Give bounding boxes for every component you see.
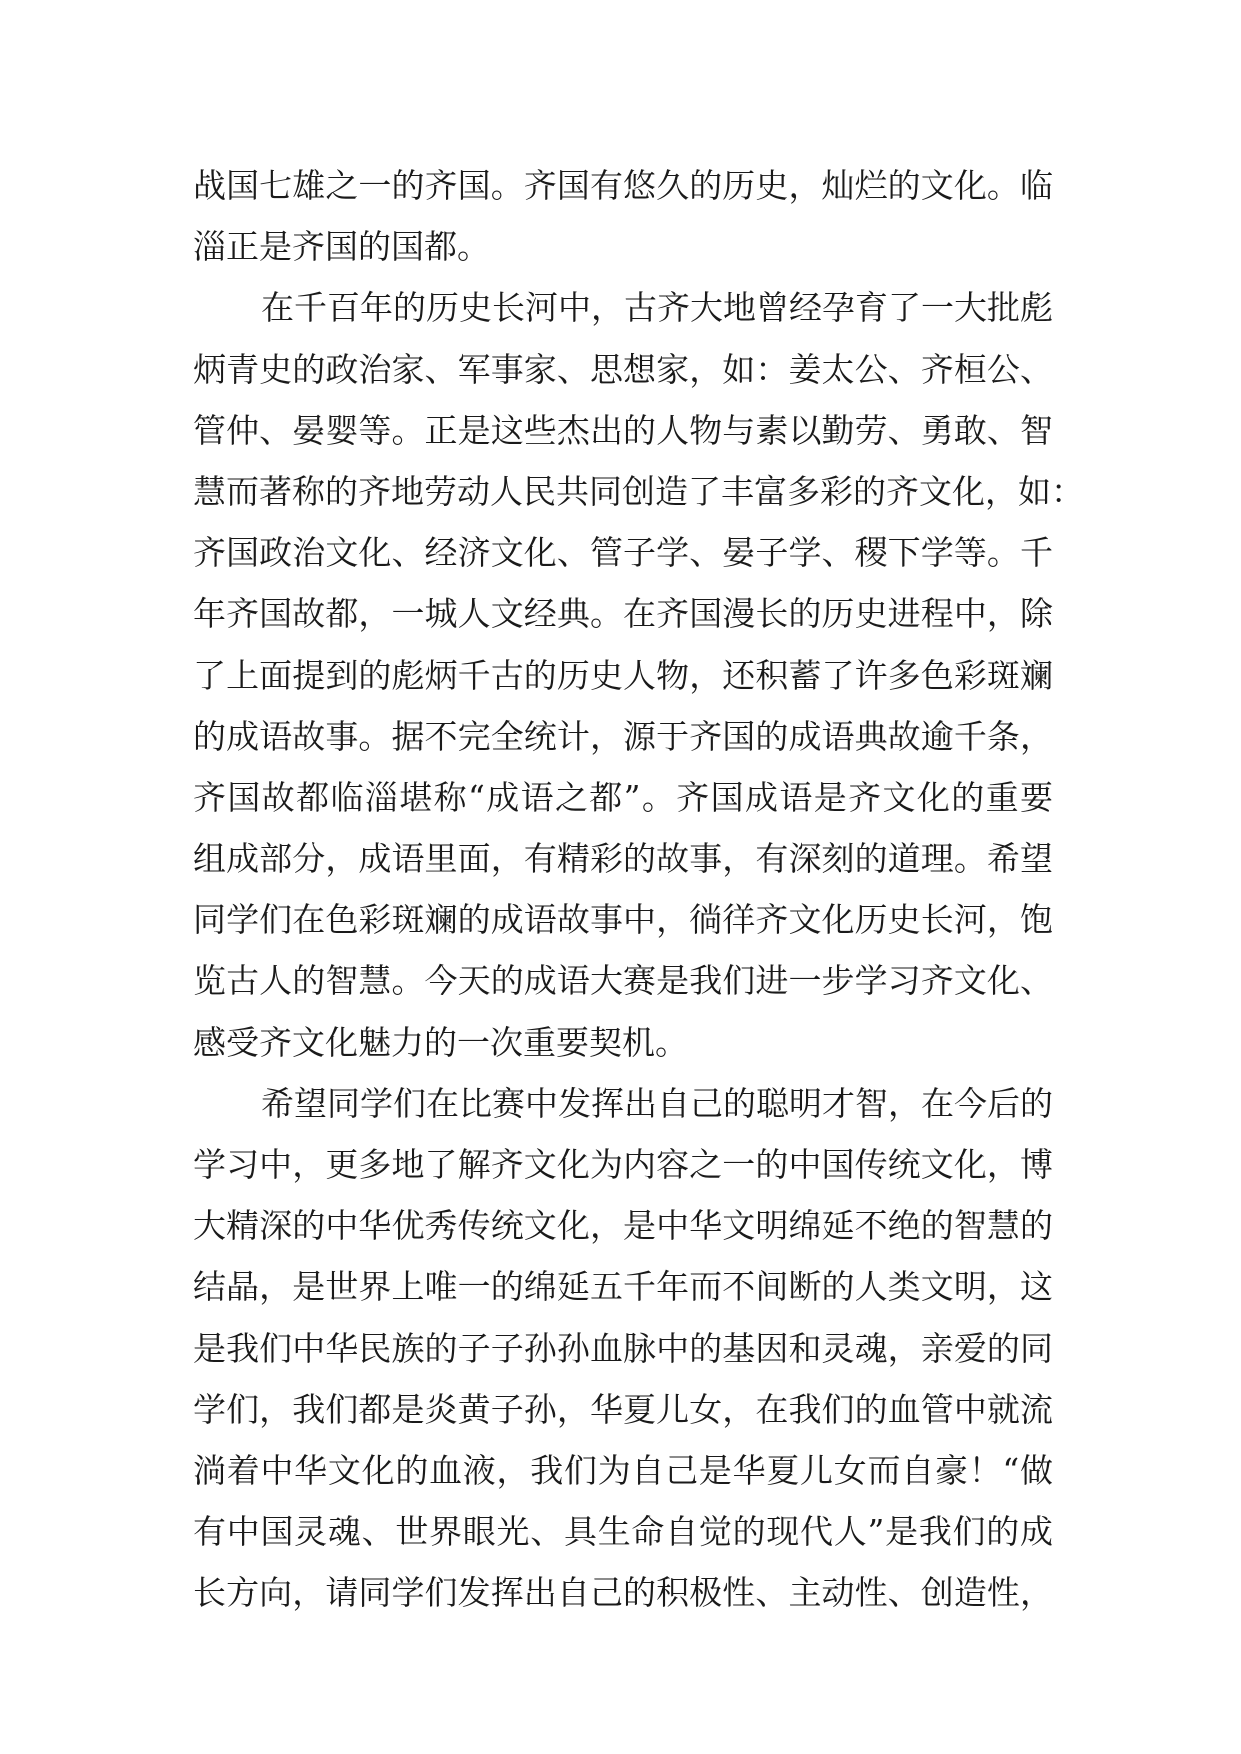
text-line: 淄正是齐国的国都。 <box>193 227 490 267</box>
text-line: 结晶，是世界上唯一的绵延五千年而不间断的人类文明，这 <box>193 1267 1053 1307</box>
text-line: 齐国政治文化、经济文化、管子学、晏子学、稷下学等。千 <box>193 533 1053 573</box>
text-line: 淌着中华文化的血液，我们为自己是华夏儿女而自豪！“做 <box>193 1450 1053 1490</box>
text-line: 管仲、晏婴等。正是这些杰出的人物与素以勤劳、勇敢、智 <box>193 410 1053 450</box>
text-line: 同学们在色彩斑斓的成语故事中，徜徉齐文化历史长河，饱 <box>193 900 1053 940</box>
document-body <box>193 155 1084 1624</box>
text-line: 学们，我们都是炎黄子孙，华夏儿女，在我们的血管中就流 <box>193 1389 1053 1429</box>
paragraph-first-line: 希望同学们在比赛中发挥出自己的聪明才智，在今后的 <box>261 1083 1053 1123</box>
text-line: 了上面提到的彪炳千古的历史人物，还积蓄了许多色彩斑斓 <box>193 655 1053 695</box>
text-line: 炳青史的政治家、军事家、思想家，如：姜太公、齐桓公、 <box>193 349 1053 389</box>
text-line: 览古人的智慧。今天的成语大赛是我们进一步学习齐文化、 <box>193 961 1053 1001</box>
text-line: 学习中，更多地了解齐文化为内容之一的中国传统文化，博 <box>193 1145 1053 1184</box>
text-line: 战国七雄之一的齐国。齐国有悠久的历史，灿烂的文化。临 <box>193 166 1053 205</box>
text-line: 长方向，请同学们发挥出自己的积极性、主动性、创造性， <box>193 1573 1053 1613</box>
text-line: 是我们中华民族的子子孙孙血脉中的基因和灵魂，亲爱的同 <box>193 1328 1053 1368</box>
text-line: 齐国故都临淄堪称“成语之都”。齐国成语是齐文化的重要 <box>193 777 1053 817</box>
text-line: 年齐国故都，一城人文经典。在齐国漫长的历史进程中，除 <box>193 594 1053 634</box>
text-line: 感受齐文化魅力的一次重要契机。 <box>193 1022 688 1062</box>
text-line: 大精深的中华优秀传统文化，是中华文明绵延不绝的智慧的 <box>193 1206 1053 1246</box>
text-line: 慧而著称的齐地劳动人民共同创造了丰富多彩的齐文化，如： <box>193 471 1084 511</box>
text-line: 组成部分，成语里面，有精彩的故事，有深刻的道理。希望 <box>193 839 1053 879</box>
text-line: 的成语故事。据不完全统计，源于齐国的成语典故逾千条， <box>193 716 1053 756</box>
paragraph-first-line: 在千百年的历史长河中，古齐大地曾经孕育了一大批彪 <box>261 288 1053 328</box>
text-line: 有中国灵魂、世界眼光、具生命自觉的现代人”是我们的成 <box>193 1512 1053 1552</box>
